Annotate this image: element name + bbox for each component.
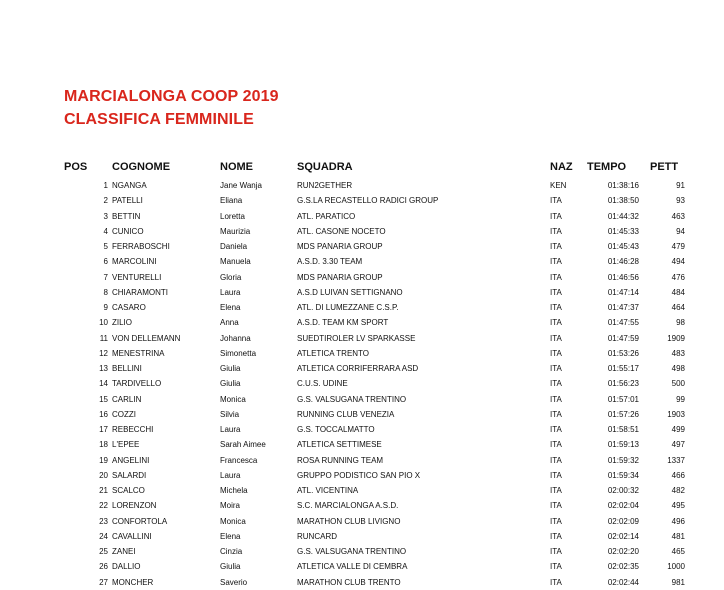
table-row: [0, 376, 724, 391]
cell-tempo: 02:02:14: [607, 531, 639, 541]
cell-pett: 1000: [667, 562, 685, 572]
cell-naz: ITA: [550, 196, 562, 206]
cell-cognome: FERRABOSCHI: [112, 242, 170, 251]
cell-cognome: MONCHER: [112, 577, 154, 587]
cell-naz: ITA: [550, 333, 562, 343]
cell-squadra: G.S. TOCCALMATTO: [297, 425, 375, 434]
table-row: [0, 331, 724, 346]
cell-naz: ITA: [550, 226, 562, 236]
cell-cognome: SCALCO: [112, 486, 145, 495]
cell-cognome: COZZI: [112, 409, 136, 419]
table-row: [0, 254, 724, 269]
cell-nome: Monica: [220, 394, 246, 404]
cell-pos: 18: [99, 440, 108, 450]
cell-pett: 464: [671, 303, 685, 312]
cell-pett: 500: [671, 379, 685, 389]
cell-pett: 91: [676, 181, 685, 190]
cell-pett: 496: [671, 516, 685, 526]
cell-squadra: SUEDTIROLER LV SPARKASSE: [297, 333, 416, 343]
cell-squadra: RUNNING CLUB VENEZIA: [297, 409, 395, 419]
cell-squadra: G.S.LA RECASTELLO RADICI GROUP: [297, 196, 439, 206]
cell-pos: 17: [99, 425, 108, 434]
cell-pos: 6: [103, 257, 108, 267]
cell-naz: ITA: [550, 531, 562, 541]
cell-nome: Silvia: [220, 409, 240, 419]
cell-pett: 494: [671, 257, 685, 267]
cell-squadra: G.S. VALSUGANA TRENTINO: [297, 394, 407, 404]
cell-tempo: 01:57:01: [607, 394, 639, 404]
cell-tempo: 01:59:13: [607, 440, 639, 450]
table-row: [0, 224, 724, 239]
cell-nome: Loretta: [220, 211, 245, 221]
cell-naz: ITA: [550, 303, 562, 312]
cell-nome: Moira: [220, 501, 241, 511]
cell-pos: 19: [99, 455, 108, 465]
cell-cognome: LORENZON: [112, 501, 157, 511]
cell-cognome: CARLIN: [112, 394, 142, 404]
cell-tempo: 01:45:33: [607, 226, 639, 236]
cell-nome: Giulia: [220, 562, 241, 572]
cell-tempo: 02:02:44: [607, 577, 639, 587]
cell-naz: ITA: [550, 516, 562, 526]
header-naz: NAZ: [550, 161, 573, 173]
document-subtitle: CLASSIFICA FEMMINILE: [64, 111, 254, 128]
cell-pett: 497: [671, 440, 685, 450]
cell-pos: 13: [99, 364, 108, 373]
cell-squadra: GRUPPO PODISTICO SAN PIO X: [297, 470, 421, 480]
cell-naz: ITA: [550, 272, 562, 282]
cell-pos: 5: [103, 242, 108, 251]
cell-naz: ITA: [550, 547, 562, 556]
cell-naz: ITA: [550, 470, 562, 480]
cell-pos: 23: [99, 516, 108, 526]
cell-tempo: 02:02:09: [607, 516, 639, 526]
cell-tempo: 02:02:35: [607, 562, 639, 572]
table-row: [0, 529, 724, 544]
cell-pett: 476: [671, 272, 685, 282]
table-row: [0, 544, 724, 559]
cell-nome: Laura: [220, 425, 241, 434]
cell-pett: 479: [671, 242, 685, 251]
cell-pos: 21: [99, 486, 108, 495]
cell-squadra: C.U.S. UDINE: [297, 379, 348, 389]
cell-tempo: 01:47:37: [607, 303, 639, 312]
table-row: [0, 575, 724, 590]
cell-tempo: 01:59:34: [607, 470, 639, 480]
cell-pett: 463: [671, 211, 685, 221]
cell-naz: ITA: [550, 409, 562, 419]
table-row: [0, 498, 724, 513]
cell-pos: 1: [103, 181, 108, 190]
cell-tempo: 01:44:32: [607, 211, 639, 221]
header-cognome: COGNOME: [112, 161, 171, 173]
cell-squadra: ATL. CASONE NOCETO: [297, 226, 386, 236]
table-row: [0, 300, 724, 315]
table-row: [0, 361, 724, 376]
cell-naz: ITA: [550, 425, 562, 434]
cell-naz: ITA: [550, 211, 562, 221]
cell-tempo: 01:38:50: [607, 196, 639, 206]
cell-pett: 466: [671, 470, 685, 480]
table-row: [0, 193, 724, 208]
cell-nome: Elena: [220, 303, 241, 312]
cell-cognome: CHIARAMONTI: [112, 287, 168, 297]
cell-cognome: CUNICO: [112, 226, 144, 236]
cell-naz: ITA: [550, 287, 562, 297]
cell-nome: Simonetta: [220, 348, 257, 358]
cell-naz: ITA: [550, 577, 562, 587]
cell-nome: Saverio: [220, 577, 248, 587]
cell-cognome: BETTIN: [112, 211, 141, 221]
cell-nome: Cinzia: [220, 547, 243, 556]
cell-naz: ITA: [550, 257, 562, 267]
cell-cognome: SALARDI: [112, 470, 147, 480]
cell-nome: Giulia: [220, 379, 241, 389]
cell-pos: 3: [103, 211, 108, 221]
cell-squadra: S.C. MARCIALONGA A.S.D.: [297, 501, 399, 511]
cell-cognome: TARDIVELLO: [112, 379, 162, 389]
cell-pett: 1909: [667, 333, 685, 343]
cell-pett: 98: [676, 318, 685, 328]
header-pett: PETT: [650, 161, 679, 173]
cell-tempo: 01:38:16: [607, 181, 639, 190]
cell-pett: 495: [671, 501, 685, 511]
results-table-body: [0, 178, 724, 590]
cell-cognome: ZILIO: [112, 318, 133, 328]
table-row: [0, 392, 724, 407]
cell-cognome: CONFORTOLA: [112, 516, 168, 526]
cell-squadra: MARATHON CLUB TRENTO: [297, 577, 401, 587]
cell-tempo: 01:47:14: [607, 287, 639, 297]
cell-pos: 22: [99, 501, 108, 511]
cell-pett: 94: [676, 226, 685, 236]
cell-naz: ITA: [550, 364, 562, 373]
cell-tempo: 02:02:20: [607, 547, 639, 556]
cell-squadra: RUNCARD: [297, 531, 337, 541]
cell-squadra: MDS PANARIA GROUP: [297, 242, 383, 251]
cell-nome: Monica: [220, 516, 246, 526]
table-row: [0, 285, 724, 300]
cell-naz: ITA: [550, 455, 562, 465]
cell-pett: 482: [671, 486, 685, 495]
cell-squadra: A.S.D LUIVAN SETTIGNANO: [297, 287, 403, 297]
cell-pos: 20: [99, 470, 108, 480]
cell-squadra: ATLETICA SETTIMESE: [297, 440, 382, 450]
cell-nome: Johanna: [220, 333, 251, 343]
table-row: [0, 514, 724, 529]
cell-tempo: 01:47:59: [607, 333, 639, 343]
table-row: [0, 559, 724, 574]
cell-pett: 499: [671, 425, 685, 434]
header-squadra: SQUADRA: [297, 161, 353, 173]
cell-pett: 93: [676, 196, 685, 206]
cell-squadra: ATLETICA CORRIFERRARA ASD: [297, 364, 419, 373]
cell-naz: ITA: [550, 440, 562, 450]
cell-tempo: 01:59:32: [607, 455, 639, 465]
cell-tempo: 01:56:23: [607, 379, 639, 389]
cell-squadra: ATLETICA TRENTO: [297, 348, 370, 358]
cell-pos: 12: [99, 348, 108, 358]
cell-cognome: PATELLI: [112, 196, 143, 206]
cell-pos: 8: [103, 287, 108, 297]
header-nome: NOME: [220, 161, 253, 173]
cell-pos: 14: [99, 379, 108, 389]
cell-tempo: 01:45:43: [607, 242, 639, 251]
cell-cognome: MENESTRINA: [112, 348, 165, 358]
cell-pos: 15: [99, 394, 108, 404]
cell-pos: 26: [99, 562, 108, 572]
table-row: [0, 453, 724, 468]
cell-naz: ITA: [550, 242, 562, 251]
cell-naz: ITA: [550, 501, 562, 511]
cell-tempo: 02:00:32: [607, 486, 639, 495]
cell-tempo: 01:47:55: [607, 318, 639, 328]
cell-nome: Laura: [220, 287, 241, 297]
table-row: [0, 270, 724, 285]
table-row: [0, 315, 724, 330]
cell-naz: ITA: [550, 318, 562, 328]
table-row: [0, 483, 724, 498]
table-row: [0, 209, 724, 224]
table-row: [0, 468, 724, 483]
cell-pos: 16: [99, 409, 108, 419]
cell-nome: Eliana: [220, 196, 243, 206]
cell-squadra: MARATHON CLUB LIVIGNO: [297, 516, 401, 526]
cell-pos: 2: [103, 196, 108, 206]
cell-cognome: L'EPEE: [112, 440, 140, 450]
cell-nome: Jane Wanja: [220, 181, 262, 190]
cell-squadra: G.S. VALSUGANA TRENTINO: [297, 547, 407, 556]
table-row: [0, 437, 724, 452]
cell-cognome: CASARO: [112, 303, 146, 312]
cell-tempo: 02:02:04: [607, 501, 639, 511]
cell-cognome: NGANGA: [112, 181, 147, 190]
table-row: [0, 346, 724, 361]
cell-nome: Anna: [220, 318, 239, 328]
cell-nome: Maurizia: [220, 226, 251, 236]
cell-cognome: CAVALLINI: [112, 531, 152, 541]
cell-cognome: REBECCHI: [112, 425, 154, 434]
cell-pett: 483: [671, 348, 685, 358]
cell-tempo: 01:46:28: [607, 257, 639, 267]
cell-pett: 498: [671, 364, 685, 373]
cell-cognome: DALLIO: [112, 562, 141, 572]
cell-squadra: ATL. PARATICO: [297, 211, 356, 221]
cell-nome: Laura: [220, 470, 241, 480]
cell-pett: 481: [671, 531, 685, 541]
cell-squadra: A.S.D. TEAM KM SPORT: [297, 318, 389, 328]
header-tempo: TEMPO: [587, 161, 627, 173]
cell-cognome: VON DELLEMANN: [112, 333, 181, 343]
cell-naz: ITA: [550, 486, 562, 495]
table-row: [0, 178, 724, 193]
cell-cognome: VENTURELLI: [112, 272, 162, 282]
cell-cognome: BELLINI: [112, 364, 142, 373]
cell-squadra: MDS PANARIA GROUP: [297, 272, 383, 282]
cell-tempo: 01:57:26: [607, 409, 639, 419]
cell-naz: ITA: [550, 562, 562, 572]
cell-pett: 484: [671, 287, 685, 297]
cell-pos: 7: [103, 272, 108, 282]
cell-nome: Michela: [220, 486, 248, 495]
cell-cognome: ZANEI: [112, 547, 136, 556]
cell-pos: 10: [99, 318, 108, 328]
cell-nome: Manuela: [220, 257, 251, 267]
cell-pos: 9: [103, 303, 108, 312]
cell-tempo: 01:58:51: [607, 425, 639, 434]
cell-tempo: 01:46:56: [607, 272, 639, 282]
header-pos: POS: [64, 161, 88, 173]
cell-squadra: RUN2GETHER: [297, 181, 353, 190]
cell-nome: Daniela: [220, 242, 248, 251]
cell-squadra: ATL. DI LUMEZZANE C.S.P.: [297, 303, 399, 312]
cell-nome: Giulia: [220, 364, 241, 373]
table-row: [0, 422, 724, 437]
cell-cognome: MARCOLINI: [112, 257, 157, 267]
cell-pett: 1903: [667, 409, 685, 419]
cell-pos: 4: [103, 226, 108, 236]
cell-pos: 24: [99, 531, 108, 541]
cell-squadra: ATL. VICENTINA: [297, 486, 359, 495]
cell-pett: 99: [676, 394, 685, 404]
cell-pos: 25: [99, 547, 108, 556]
cell-pos: 27: [99, 577, 108, 587]
table-row: [0, 239, 724, 254]
table-row: [0, 407, 724, 422]
cell-squadra: ROSA RUNNING TEAM: [297, 455, 384, 465]
cell-nome: Francesca: [220, 455, 258, 465]
cell-naz: ITA: [550, 394, 562, 404]
cell-pos: 11: [99, 333, 108, 343]
cell-cognome: ANGELINI: [112, 455, 150, 465]
cell-nome: Sarah Aimee: [220, 440, 266, 450]
cell-pett: 465: [671, 547, 685, 556]
cell-squadra: A.S.D. 3.30 TEAM: [297, 257, 363, 267]
cell-squadra: ATLETICA VALLE DI CEMBRA: [297, 562, 408, 572]
cell-tempo: 01:55:17: [607, 364, 639, 373]
cell-tempo: 01:53:26: [607, 348, 639, 358]
cell-nome: Gloria: [220, 272, 242, 282]
cell-pett: 1337: [667, 455, 685, 465]
cell-naz: ITA: [550, 379, 562, 389]
cell-naz: KEN: [550, 181, 567, 190]
cell-naz: ITA: [550, 348, 562, 358]
cell-pett: 981: [671, 577, 685, 587]
cell-nome: Elena: [220, 531, 241, 541]
document-title: MARCIALONGA COOP 2019: [64, 88, 279, 105]
